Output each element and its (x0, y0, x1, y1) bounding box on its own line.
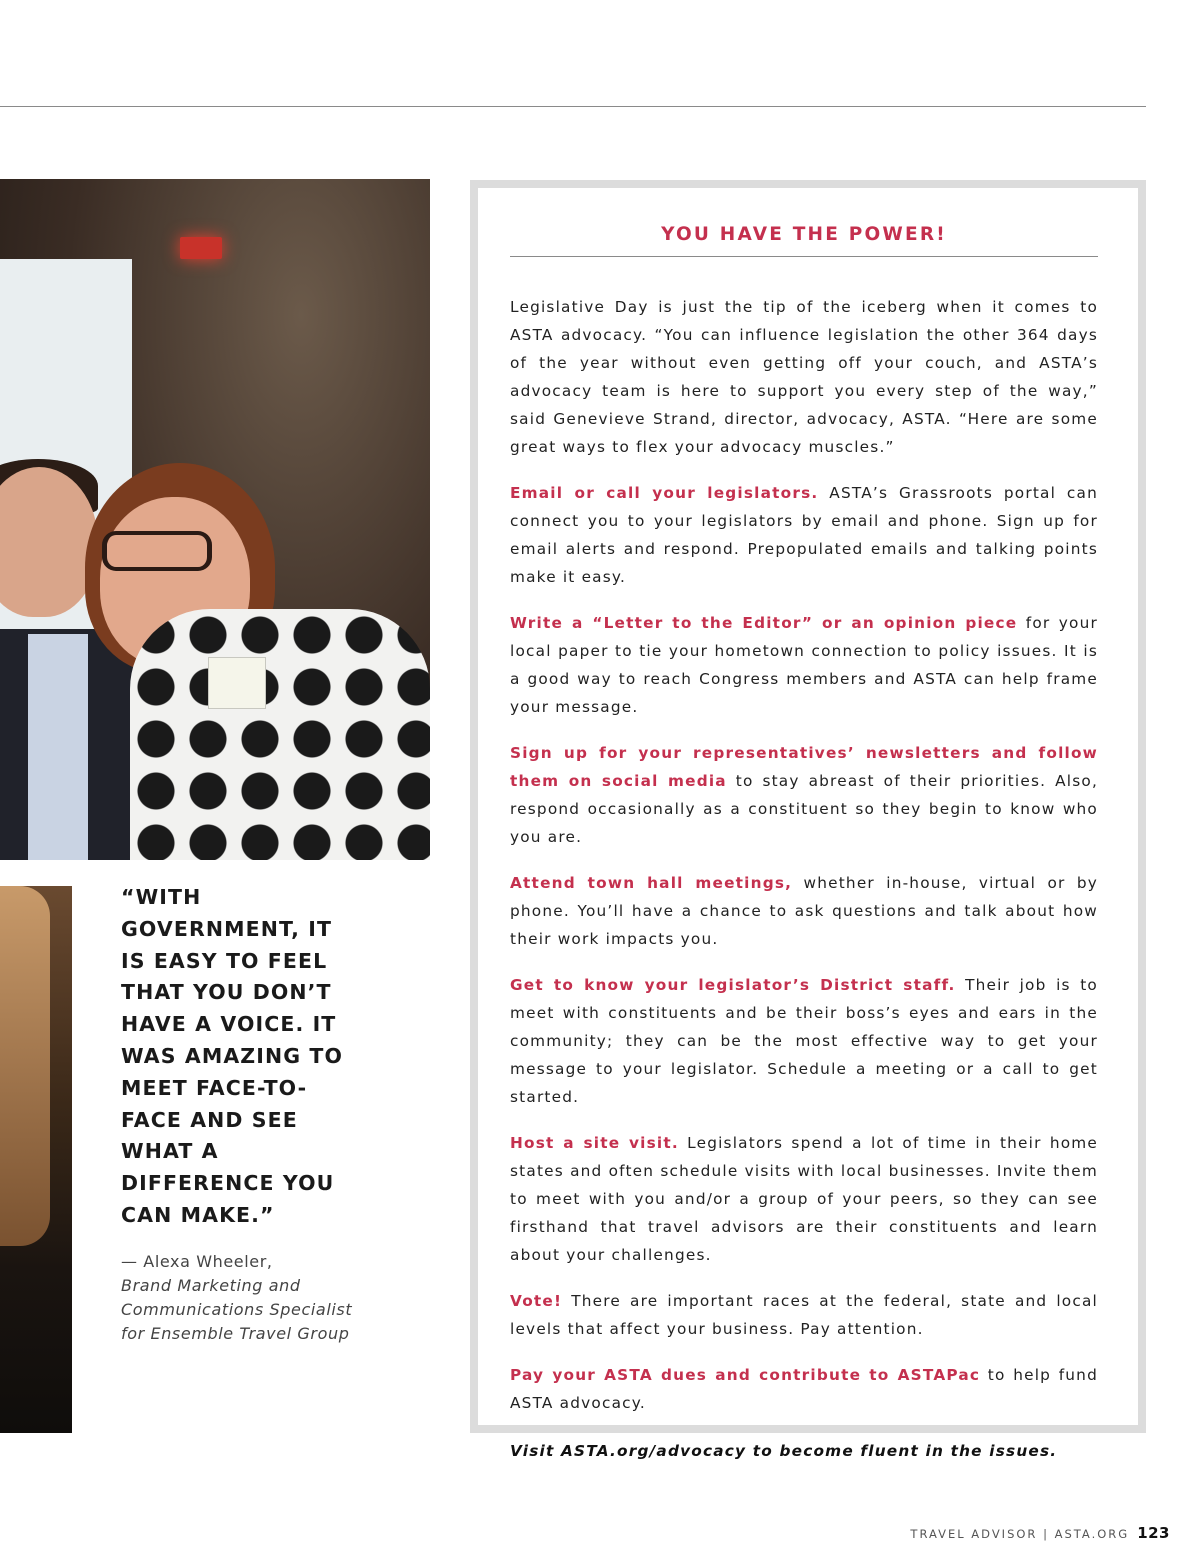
tip-site-visit (510, 1129, 1098, 1269)
power-sidebar-box (470, 180, 1146, 1460)
tip-lead: Get to know your legislator’s District staff. (510, 976, 956, 994)
tip-body: for your local paper to tie your hometown connection to policy issues. It is a good way to reach Congress members and ASTA can help frame your message. (510, 614, 1098, 716)
tip-town-hall (510, 869, 1098, 953)
tip-lead: Sign up for your representatives’ newsletters and follow them on social media (510, 744, 1098, 790)
tip-lead: Pay your ASTA dues and contribute to ASTAPac (510, 1366, 981, 1384)
pull-quote (121, 882, 361, 1346)
advocacy-cta: Visit ASTA.org/advocacy to become fluent in the issues. (510, 1442, 1058, 1460)
tip-newsletters-social (510, 739, 1098, 851)
tip-lead: Vote! (510, 1292, 563, 1310)
pull-quote-text: “WITH GOVERNMENT, IT IS EASY TO FEEL THAT YOU DON’T HAVE A VOICE. IT WAS AMAZING TO MEET FACE-TO-FACE AND SEE WHAT A DIFFERENCE YOU CAN MAKE.” (121, 885, 344, 1227)
polka-dot-jacket-graphic (130, 609, 430, 860)
sidebar-title: YOU HAVE THE POWER! (510, 220, 1098, 257)
glasses-graphic (102, 531, 212, 571)
event-photo-two-attendees (0, 179, 430, 860)
attribution-role: Brand Marketing and Communications Specialist for Ensemble Travel Group (121, 1275, 353, 1343)
tip-body: Their job is to meet with constituents and be their boss’s eyes and ears in the community; they can be the most effective way to get your message to your legislator. Schedule a meeting or a call to get started. (510, 976, 1098, 1106)
hair-graphic (0, 886, 50, 1246)
tip-lead: Email or call your legislators. (510, 484, 819, 502)
tip-email-legislators (510, 479, 1098, 591)
sidebar-intro: Legislative Day is just the tip of the iceberg when it comes to ASTA advocacy. “You can influence legislation the other 364 days of the year without even getting off your couch, and ASTA’s advocacy team is here to support you every step of the way,” said Genevieve Strand, director, advocacy, ASTA. “Here are some great ways to flex your advocacy muscles.” (510, 298, 1098, 456)
tip-body: whether in-house, virtual or by phone. You’ll have a chance to ask questions and talk about how their work impacts you. (510, 874, 1098, 948)
tip-district-staff (510, 971, 1098, 1111)
quote-attribution (121, 1250, 361, 1346)
top-rule (0, 106, 1146, 107)
tip-body: ASTA’s Grassroots portal can connect you to your legislators by email and phone. Sign up for email alerts and respond. Prepopulated emails and talking points make it easy. (510, 484, 1098, 586)
name-badge-graphic (208, 657, 266, 709)
page-footer (910, 1524, 1170, 1543)
tip-vote (510, 1287, 1098, 1343)
page-number: 123 (1137, 1524, 1170, 1542)
tip-dues-astapac (510, 1361, 1098, 1417)
tip-lead: Write a “Letter to the Editor” or an opinion piece (510, 614, 1018, 632)
tip-body: to help fund ASTA advocacy. (510, 1366, 1098, 1412)
tip-body: to stay abreast of their priorities. Also, respond occasionally as a constituent so they begin to know who you are. (510, 772, 1099, 846)
attribution-name: — Alexa Wheeler, (121, 1251, 273, 1271)
exit-sign-graphic (180, 237, 222, 259)
man-shirt-graphic (28, 634, 88, 860)
tip-letter-to-editor (510, 609, 1098, 721)
tip-lead: Attend town hall meetings, (510, 874, 793, 892)
portrait-photo-cropped (0, 886, 72, 1433)
tip-body: Legislators spend a lot of time in their home states and often schedule visits with local businesses. Invite them to meet with you and/or a group of your peers, so they can see firsthand that travel advisors are their constituents and learn about your challenges. (510, 1134, 1099, 1264)
footer-publication: TRAVEL ADVISOR | ASTA.ORG (910, 1527, 1130, 1541)
tip-lead: Host a site visit. (510, 1134, 679, 1152)
power-sidebar-inner (478, 188, 1138, 1460)
tip-body: There are important races at the federal, state and local levels that affect your business. Pay attention. (510, 1292, 1098, 1338)
